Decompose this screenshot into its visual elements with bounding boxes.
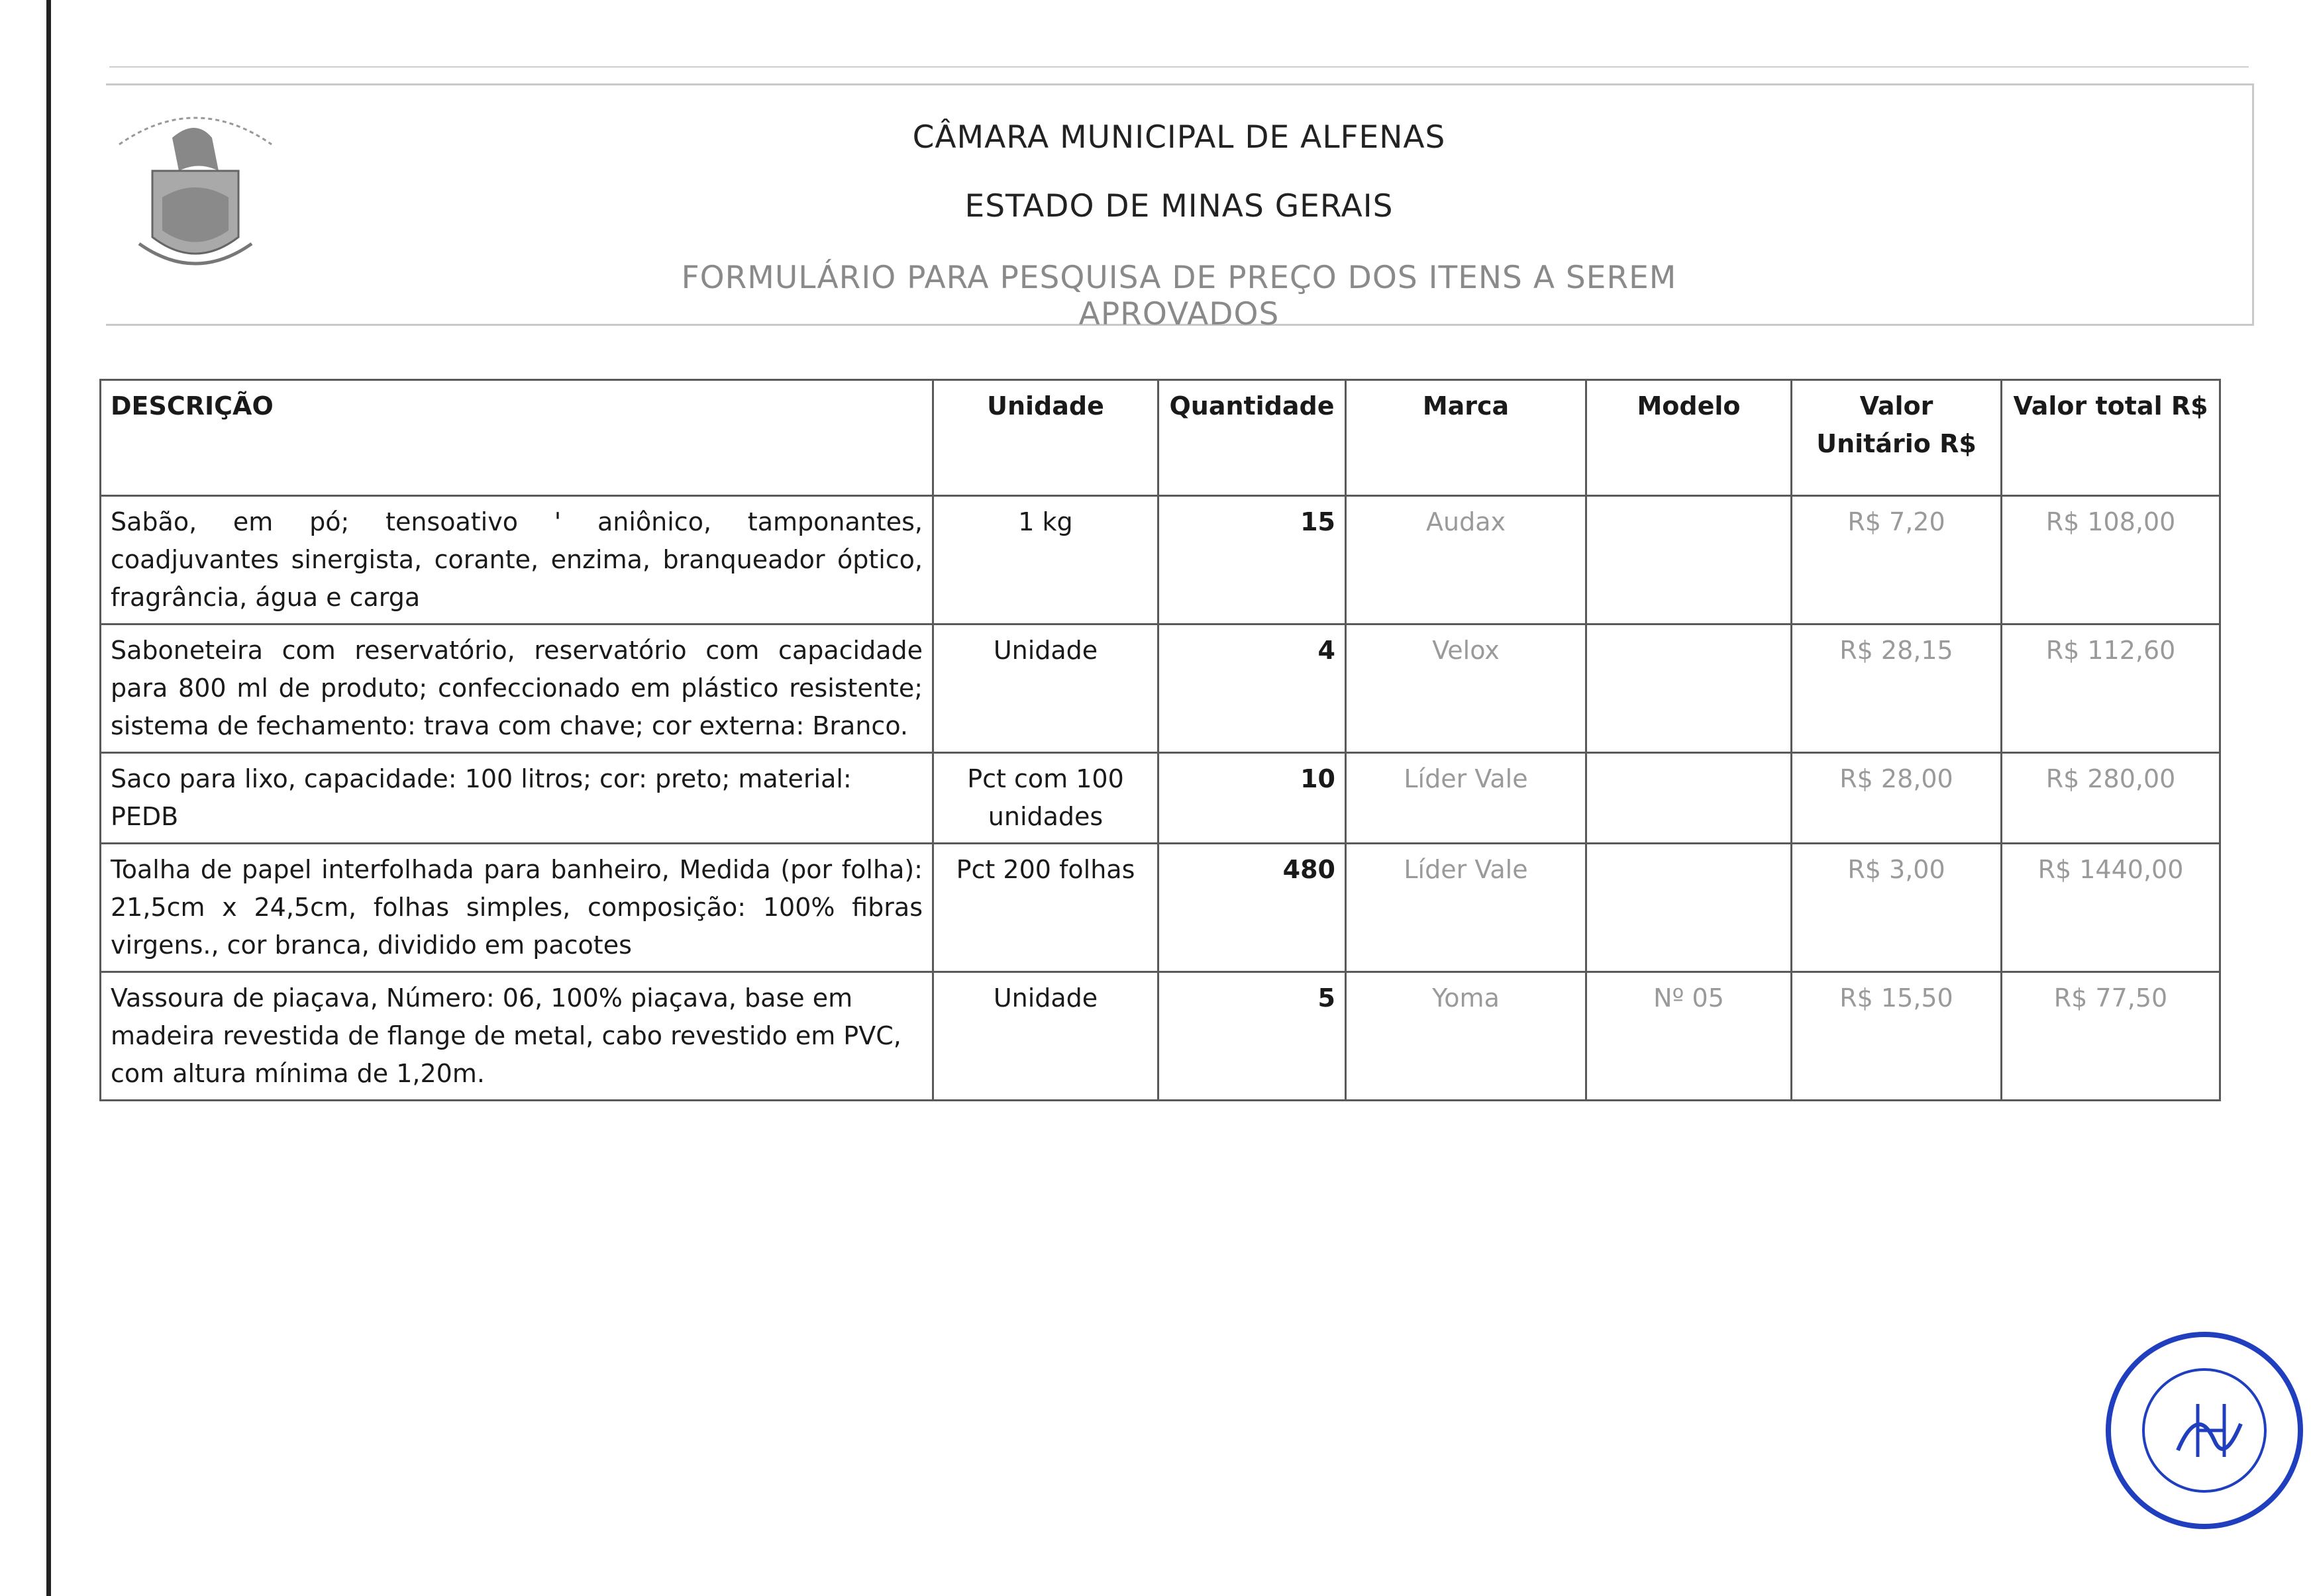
table-row xyxy=(101,753,2220,844)
cell-marca: Audax xyxy=(1346,496,1586,624)
col-header-modelo: Modelo xyxy=(1586,380,1792,496)
cell-valor-total: R$ 280,00 xyxy=(2002,753,2220,844)
header-title-formulario: FORMULÁRIO PARA PESQUISA DE PREÇO DOS ITENS A SEREM APROVADOS xyxy=(681,260,1677,332)
table-row xyxy=(101,496,2220,624)
official-seal-stamp xyxy=(2098,1324,2310,1536)
cell-unidade: Pct 200 folhas xyxy=(933,844,1158,972)
col-header-valor-total: Valor total R$ xyxy=(2002,380,2220,496)
cell-quantidade: 4 xyxy=(1158,624,1346,753)
cell-quantidade: 15 xyxy=(1158,496,1346,624)
cell-marca: Líder Vale xyxy=(1346,753,1586,844)
table-row xyxy=(101,624,2220,753)
cell-marca: Yoma xyxy=(1346,972,1586,1101)
col-header-marca: Marca xyxy=(1346,380,1586,496)
col-header-descricao: DESCRIÇÃO xyxy=(101,380,933,496)
cell-unidade: Pct com 100 unidades xyxy=(933,753,1158,844)
cell-modelo xyxy=(1586,624,1792,753)
cell-descricao: Sabão, em pó; tensoativo ' aniônico, tamponantes, coadjuvantes sinergista, corante, enzima, branqueador óptico, fragrância, água e carga xyxy=(101,496,933,624)
cell-descricao: Vassoura de piaçava, Número: 06, 100% piaçava, base em madeira revestida de flange de metal, cabo revestido em PVC, com altura mínima de 1,20m. xyxy=(101,972,933,1101)
cell-valor-unitario: R$ 15,50 xyxy=(1792,972,2002,1101)
cell-valor-total: R$ 112,60 xyxy=(2002,624,2220,753)
col-header-unidade: Unidade xyxy=(933,380,1158,496)
table-row xyxy=(101,972,2220,1101)
scan-top-line xyxy=(109,66,2249,68)
page-left-border xyxy=(46,0,51,1596)
price-research-table xyxy=(99,379,2221,1101)
cell-valor-total: R$ 1440,00 xyxy=(2002,844,2220,972)
header-title-estado: ESTADO DE MINAS GERAIS xyxy=(964,188,1394,224)
cell-quantidade: 10 xyxy=(1158,753,1346,844)
cell-marca: Velox xyxy=(1346,624,1586,753)
cell-descricao: Saboneteira com reservatório, reservatório com capacidade para 800 ml de produto; confeccionado em plástico resistente; sistema de fechamento: trava com chave; cor externa: Branco. xyxy=(101,624,933,753)
cell-modelo xyxy=(1586,496,1792,624)
cell-quantidade: 480 xyxy=(1158,844,1346,972)
cell-modelo xyxy=(1586,844,1792,972)
col-header-valor-unitario: Valor Unitário R$ xyxy=(1792,380,2002,496)
cell-modelo xyxy=(1586,753,1792,844)
cell-unidade: Unidade xyxy=(933,624,1158,753)
cell-valor-unitario: R$ 7,20 xyxy=(1792,496,2002,624)
cell-quantidade: 5 xyxy=(1158,972,1346,1101)
cell-modelo: Nº 05 xyxy=(1586,972,1792,1101)
cell-descricao: Saco para lixo, capacidade: 100 litros; cor: preto; material: PEDB xyxy=(101,753,933,844)
table-row xyxy=(101,844,2220,972)
table-header-row xyxy=(101,380,2220,496)
cell-valor-total: R$ 108,00 xyxy=(2002,496,2220,624)
cell-descricao: Toalha de papel interfolhada para banheiro, Medida (por folha): 21,5cm x 24,5cm, folhas simples, composição: 100% fibras virgens., cor branca, dividido em pacotes xyxy=(101,844,933,972)
cell-unidade: 1 kg xyxy=(933,496,1158,624)
cell-unidade: Unidade xyxy=(933,972,1158,1101)
cell-marca: Líder Vale xyxy=(1346,844,1586,972)
cell-valor-unitario: R$ 28,00 xyxy=(1792,753,2002,844)
cell-valor-unitario: R$ 28,15 xyxy=(1792,624,2002,753)
header-title-camara: CÂMARA MUNICIPAL DE ALFENAS xyxy=(912,119,1446,156)
col-header-quantidade: Quantidade xyxy=(1158,380,1346,496)
coat-of-arms-logo xyxy=(99,98,291,290)
cell-valor-unitario: R$ 3,00 xyxy=(1792,844,2002,972)
cell-valor-total: R$ 77,50 xyxy=(2002,972,2220,1101)
